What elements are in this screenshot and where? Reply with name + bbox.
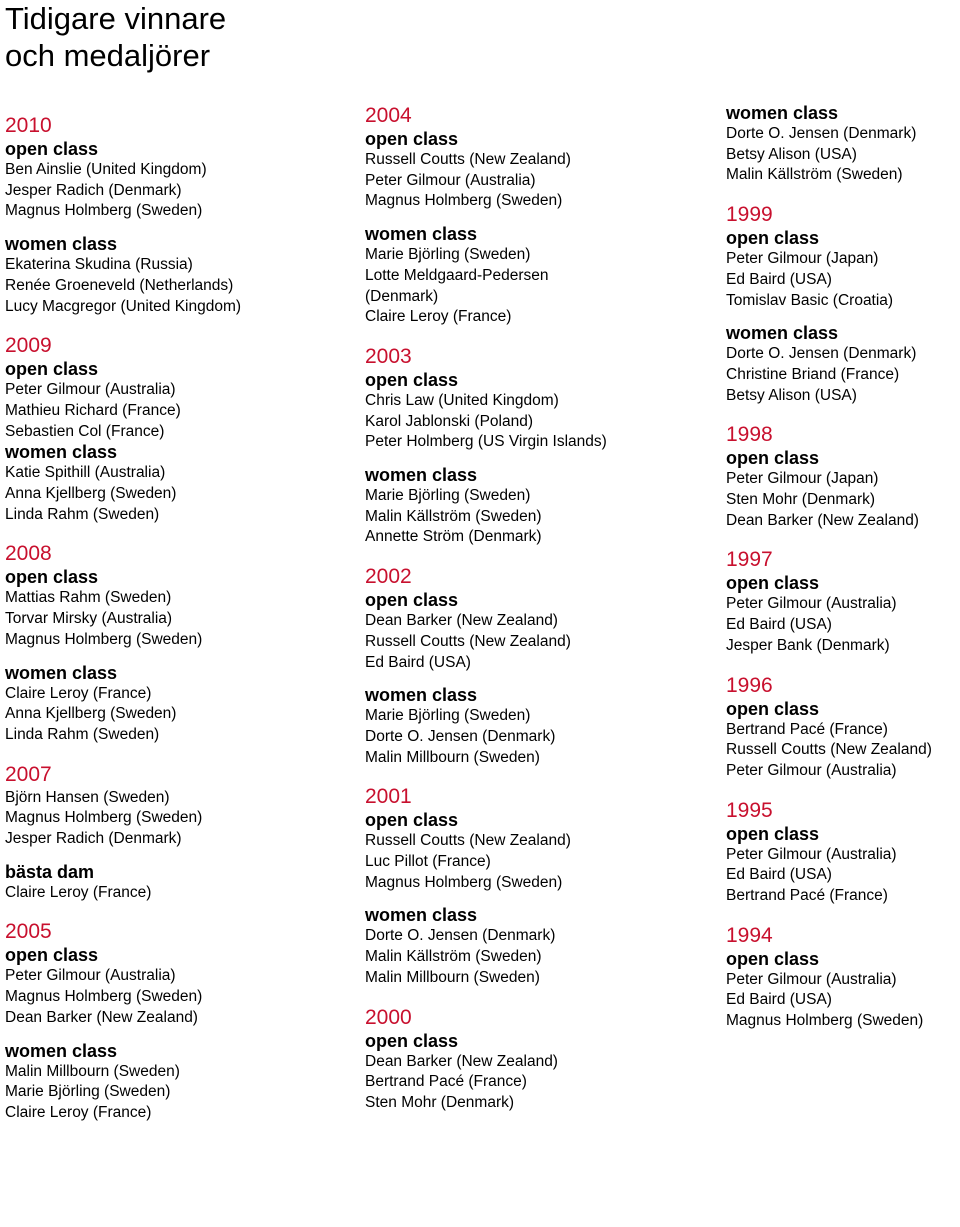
column-right — [726, 103, 932, 1032]
class-title: women class — [5, 442, 118, 463]
year-heading: 2009 — [5, 334, 52, 358]
medalist-entry: Ed Baird (USA) — [726, 616, 832, 634]
class-title: open class — [365, 129, 459, 149]
medalist-entry: Magnus Holmberg (Sweden) — [726, 1012, 924, 1030]
class-group — [5, 359, 241, 442]
medalist-entry: Magnus Holmberg (Sweden) — [5, 988, 203, 1006]
class-title: women class — [365, 224, 478, 245]
page-title-line-2: och medaljörer — [5, 38, 211, 73]
class-group — [5, 139, 241, 222]
class-title: open class — [726, 698, 820, 719]
medalist-entry: Linda Rahm (Sweden) — [5, 505, 160, 523]
year-heading: 1999 — [726, 203, 773, 227]
medalist-entry: Claire Leroy (France) — [365, 308, 512, 326]
year-block — [726, 422, 932, 531]
year-block — [726, 103, 932, 186]
medalist-entry: Claire Leroy (France) — [5, 883, 152, 901]
class-group — [365, 129, 607, 212]
year-block — [5, 762, 241, 904]
medalist-entry: Jesper Bank (Denmark) — [726, 636, 890, 654]
year-block — [726, 547, 932, 656]
medalist-entry: Dean Barker (New Zealand) — [5, 1008, 198, 1026]
medalist-entry: Bertrand Pacé (France) — [726, 887, 888, 905]
medalist-entry: Magnus Holmberg (Sweden) — [365, 873, 563, 891]
medalist-entry: Dean Barker (New Zealand) — [365, 612, 558, 630]
year-heading: 2004 — [365, 104, 412, 127]
class-group — [5, 945, 241, 1028]
medalist-entry: Claire Leroy (France) — [5, 684, 152, 702]
medalist-entry: Dorte O. Jensen (Denmark) — [365, 927, 556, 945]
class-group — [726, 699, 932, 782]
class-group — [5, 442, 241, 525]
medalist-entry: Peter Gilmour (Japan) — [726, 250, 879, 268]
medalist-entry: Malin Millbourn (Sweden) — [365, 748, 540, 766]
class-title: women class — [365, 905, 478, 926]
class-group — [726, 228, 932, 311]
medalist-entry: Betsy Alison (USA) — [726, 145, 857, 163]
year-heading: 1995 — [726, 798, 773, 822]
year-heading: 1994 — [726, 923, 773, 947]
medalist-entry: Betsy Alison (USA) — [726, 386, 857, 404]
medalist-entry: Marie Björling (Sweden) — [365, 707, 531, 725]
medalist-entry: Ed Baird (USA) — [726, 991, 832, 1009]
medalist-entry: Katie Spithill (Australia) — [5, 464, 166, 482]
class-group — [5, 234, 241, 317]
medalist-entry: Torvar Mirsky (Australia) — [5, 610, 173, 628]
class-title: open class — [5, 945, 99, 966]
medalist-entry: Björn Hansen (Sweden) — [5, 788, 170, 806]
medalist-entry: Lucy Macgregor (United Kingdom) — [5, 297, 242, 315]
medalist-entry: Jesper Radich (Denmark) — [5, 830, 182, 848]
class-title: women class — [365, 685, 478, 706]
medalist-entry: Dorte O. Jensen (Denmark) — [726, 345, 917, 363]
medalist-entry: Sten Mohr (Denmark) — [365, 1093, 515, 1111]
class-group — [726, 824, 932, 907]
medalist-entry: Peter Gilmour (Australia) — [726, 761, 897, 779]
medalist-entry: Peter Gilmour (Australia) — [5, 967, 176, 985]
class-title: women class — [5, 234, 118, 255]
medalist-entry: Magnus Holmberg (Sweden) — [5, 630, 203, 648]
class-title: women class — [5, 662, 118, 683]
class-group — [726, 103, 932, 186]
year-block — [365, 344, 607, 548]
class-title: open class — [726, 228, 820, 249]
class-group — [365, 905, 607, 988]
class-group — [5, 567, 241, 650]
medalist-entry: Sten Mohr (Denmark) — [726, 491, 876, 509]
column-left — [5, 113, 241, 1124]
medalist-entry: Magnus Holmberg (Sweden) — [5, 202, 203, 220]
medalist-entry: Jesper Radich (Denmark) — [5, 181, 182, 199]
class-title: open class — [5, 139, 99, 159]
class-group — [365, 685, 607, 768]
medalist-entry: Ben Ainslie (United Kingdom) — [5, 161, 207, 178]
medalist-entry: Peter Gilmour (Japan) — [726, 470, 879, 488]
medalist-entry: Peter Gilmour (Australia) — [5, 381, 176, 399]
medalist-entry: Russell Coutts (New Zealand) — [726, 741, 932, 759]
medalist-entry: Tomislav Basic (Croatia) — [726, 291, 894, 309]
medalist-entry: Renée Groeneveld (Netherlands) — [5, 276, 234, 294]
class-title: open class — [365, 369, 459, 390]
class-group — [5, 663, 241, 746]
class-title: women class — [726, 103, 839, 123]
medalist-entry: Peter Holmberg (US Virgin Islands) — [365, 433, 607, 451]
medalist-entry: Dorte O. Jensen (Denmark) — [365, 727, 556, 745]
medalist-entry: Luc Pillot (France) — [365, 853, 491, 871]
medalist-entry: Marie Björling (Sweden) — [5, 1083, 171, 1101]
medalist-entry: Mattias Rahm (Sweden) — [5, 589, 172, 607]
medalist-entry: Magnus Holmberg (Sweden) — [365, 192, 563, 210]
medalist-entry: Russell Coutts (New Zealand) — [365, 151, 571, 168]
year-block — [365, 784, 607, 988]
class-title: open class — [726, 948, 820, 969]
medalist-entry: Peter Gilmour (Australia) — [726, 970, 897, 988]
year-heading: 2005 — [5, 920, 52, 944]
medalist-entry: Bertrand Pacé (France) — [365, 1073, 527, 1091]
class-group — [365, 224, 607, 328]
year-block — [5, 113, 241, 317]
class-title: open class — [726, 823, 820, 844]
year-block — [365, 1005, 607, 1114]
year-heading: 2003 — [365, 344, 412, 368]
medalist-entry: Dean Barker (New Zealand) — [365, 1052, 558, 1070]
medalist-entry: Anna Kjellberg (Sweden) — [5, 705, 177, 723]
class-group — [5, 788, 241, 850]
year-block — [5, 541, 241, 745]
year-block — [365, 103, 607, 328]
class-title: women class — [365, 465, 478, 486]
column-middle — [365, 103, 607, 1114]
medalist-entry: Malin Källström (Sweden) — [726, 166, 903, 184]
medalist-entry: Marie Björling (Sweden) — [365, 487, 531, 505]
medalist-entry: Ed Baird (USA) — [726, 866, 832, 884]
class-title: women class — [5, 1040, 118, 1061]
class-title: open class — [726, 448, 820, 469]
year-block — [726, 202, 932, 406]
class-title: open class — [365, 1030, 459, 1051]
year-heading: 2007 — [5, 762, 52, 786]
class-title: bästa dam — [5, 861, 95, 882]
class-group — [365, 370, 607, 453]
class-title: open class — [5, 567, 99, 588]
medalist-entry: Peter Gilmour (Australia) — [726, 845, 897, 863]
class-group — [365, 590, 607, 673]
page-title — [5, 0, 226, 74]
medalist-entry: Chris Law (United Kingdom) — [365, 391, 559, 409]
year-block — [365, 564, 607, 768]
medalist-entry: Dean Barker (New Zealand) — [726, 511, 919, 529]
medalist-entry: Anna Kjellberg (Sweden) — [5, 485, 177, 503]
class-group — [5, 862, 241, 904]
medalist-entry: Annette Ström (Denmark) — [365, 528, 542, 546]
year-block — [5, 919, 241, 1123]
medalist-entry: Marie Björling (Sweden) — [365, 246, 531, 264]
class-group — [5, 1041, 241, 1124]
year-block — [5, 333, 241, 525]
medalist-entry: Peter Gilmour (Australia) — [726, 595, 897, 613]
medalist-entry: Russell Coutts (New Zealand) — [365, 832, 571, 850]
medalist-entry: Dorte O. Jensen (Denmark) — [726, 125, 917, 142]
medalist-entry: Ed Baird (USA) — [726, 270, 832, 288]
class-group — [726, 448, 932, 531]
year-heading: 1997 — [726, 548, 773, 572]
year-block — [726, 798, 932, 907]
page-title-line-1: Tidigare vinnare — [5, 1, 227, 36]
year-heading: 2000 — [365, 1005, 412, 1029]
class-title: open class — [726, 573, 820, 594]
medalist-entry: Malin Källström (Sweden) — [365, 507, 542, 525]
year-block — [726, 673, 932, 782]
medalist-entry: Malin Millbourn (Sweden) — [365, 968, 540, 986]
class-title: open class — [5, 359, 99, 380]
class-group — [365, 465, 607, 548]
medalist-entry: Russell Coutts (New Zealand) — [365, 632, 571, 650]
year-heading: 2008 — [5, 542, 52, 566]
medalist-entry: Sebastien Col (France) — [5, 422, 165, 440]
medalist-entry: Claire Leroy (France) — [5, 1103, 152, 1121]
year-heading: 2010 — [5, 114, 52, 137]
medalist-entry: Malin Millbourn (Sweden) — [5, 1062, 180, 1080]
medalist-entry: Lotte Meldgaard-Pedersen (Denmark) — [365, 266, 549, 305]
medalist-entry: Bertrand Pacé (France) — [726, 720, 888, 738]
class-title: women class — [726, 323, 839, 344]
medalist-entry: Christine Briand (France) — [726, 365, 900, 383]
class-title: open class — [365, 590, 459, 611]
medalist-entry: Magnus Holmberg (Sweden) — [5, 809, 203, 827]
class-group — [365, 810, 607, 893]
year-heading: 2001 — [365, 785, 412, 809]
class-group — [726, 323, 932, 406]
medalist-entry: Linda Rahm (Sweden) — [5, 725, 160, 743]
medalist-entry: Ekaterina Skudina (Russia) — [5, 256, 193, 274]
class-title: open class — [365, 810, 459, 831]
class-group — [726, 949, 932, 1032]
medalist-entry: Ed Baird (USA) — [365, 653, 471, 671]
medalist-entry: Malin Källström (Sweden) — [365, 948, 542, 966]
year-heading: 1998 — [726, 423, 773, 447]
medalist-entry: Peter Gilmour (Australia) — [365, 171, 536, 189]
medalist-entry: Mathieu Richard (France) — [5, 401, 181, 419]
year-heading: 1996 — [726, 673, 773, 697]
year-heading: 2002 — [365, 565, 412, 589]
class-group — [726, 573, 932, 656]
medalist-entry: Karol Jablonski (Poland) — [365, 412, 534, 430]
year-block — [726, 923, 932, 1032]
class-group — [365, 1031, 607, 1114]
